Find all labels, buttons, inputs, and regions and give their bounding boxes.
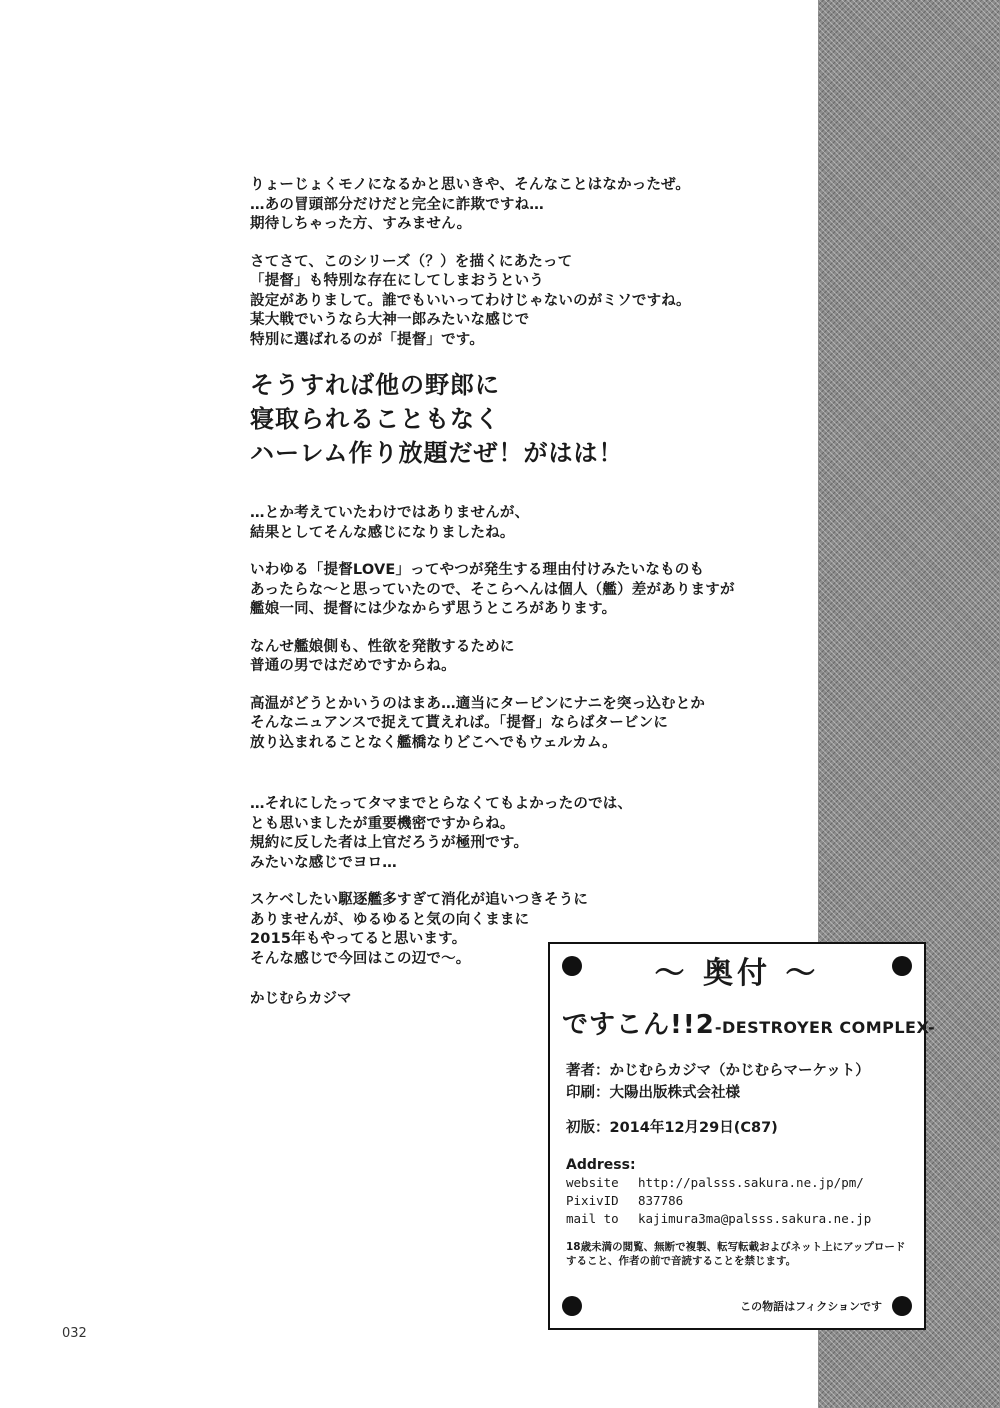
text-line: 規約に反した者は上官だろうが極刑です。 bbox=[250, 835, 529, 851]
text-line: 放り込まれることなく艦橋なりどこへでもウェルカム。 bbox=[250, 734, 617, 751]
author-signature: かじむらカジマ bbox=[250, 991, 352, 1007]
text-line: なんせ艦娘側も、性欲を発散するために bbox=[250, 638, 515, 655]
emphasis-block bbox=[250, 368, 810, 470]
address-row bbox=[566, 1174, 871, 1192]
paragraph bbox=[250, 561, 810, 620]
punch-hole-icon bbox=[892, 1296, 912, 1316]
text-line: 「提督」も特別な存在にしてしまおうという bbox=[250, 273, 544, 289]
emphasis-line: ハーレム作り放題だぜ！がはは！ bbox=[250, 439, 624, 467]
emphasis-line: 寝取られることもなく bbox=[250, 405, 500, 433]
punch-hole-icon bbox=[562, 1296, 582, 1316]
text-line: …とか考えていたわけではありませんが、 bbox=[250, 505, 530, 521]
text-line: さてさて、このシリーズ（？）を描くにあたって bbox=[250, 253, 573, 270]
paragraph bbox=[250, 638, 810, 677]
text-line: とも思いましたが重要機密ですからね。 bbox=[250, 815, 515, 832]
text-line: みたいな感じでヨロ… bbox=[250, 854, 397, 871]
colophon-heading: ～ 奥付 ～ bbox=[654, 956, 820, 991]
legal-notice: 18歳未満の閲覧、無断で複製、転写転載およびネット上にアップロードすること、作者の前で音読することを禁じます。 bbox=[566, 1241, 906, 1267]
text-line: …あの冒頭部分だけだと完全に詐欺ですね… bbox=[250, 196, 544, 213]
address-heading: Address: bbox=[566, 1157, 636, 1173]
paragraph bbox=[250, 795, 810, 873]
colophon-box bbox=[548, 942, 936, 1330]
text-line: 某大戦でいうなら大神一郎みたいな感じで bbox=[250, 312, 530, 328]
page-number: 032 bbox=[62, 1326, 87, 1341]
first-edition-date: 初版：2014年12月29日(C87) bbox=[566, 1120, 778, 1136]
text-line: 設定がありまして。誰でもいいってわけじゃないのがミソですね。 bbox=[250, 292, 691, 309]
text-line: そんな感じで今回はこの辺で～。 bbox=[250, 950, 471, 967]
pixiv-id: 837786 bbox=[638, 1193, 684, 1208]
text-line: いわゆる「提督LOVE」ってやつが発生する理由付けみたいなものも bbox=[250, 562, 705, 578]
book-title bbox=[562, 1004, 935, 1041]
text-line: 艦娘一同、提督には少なからず思うところがあります。 bbox=[250, 601, 617, 617]
author-credit: 著者：かじむらカジマ（かじむらマーケット） bbox=[566, 1063, 870, 1079]
book-title-main: ですこん!!2 bbox=[562, 1010, 715, 1040]
text-line: 結果としてそんな感じになりましたね。 bbox=[250, 524, 515, 541]
text-line: あったらな～と思っていたので、そこらへんは個人（艦）差がありますが bbox=[250, 581, 735, 598]
emphasis-line: そうすれば他の野郎に bbox=[250, 371, 500, 399]
printer-credit: 印刷：大陽出版株式会社様 bbox=[566, 1085, 740, 1101]
paragraph bbox=[250, 253, 810, 351]
address-row bbox=[566, 1210, 871, 1228]
text-line: 2015年もやってると思います。 bbox=[250, 931, 467, 947]
text-line: 普通の男ではだめですからね。 bbox=[250, 658, 456, 674]
paragraph bbox=[250, 176, 810, 235]
text-line: そんなニュアンスで捉えて貰えれば。「提督」ならばタービンに bbox=[250, 715, 669, 731]
credits bbox=[566, 1060, 870, 1104]
text-line: 高温がどうとかいうのはまあ…適当にタービンにナニを突っ込むとか bbox=[250, 695, 706, 712]
website-url: http://palsss.sakura.ne.jp/pm/ bbox=[638, 1175, 864, 1190]
address-row bbox=[566, 1192, 871, 1210]
address-key: PixivID bbox=[566, 1193, 619, 1208]
text-line: りょーじょくモノになるかと思いきや、そんなことはなかったぜ。 bbox=[250, 177, 691, 193]
paragraph bbox=[250, 504, 810, 543]
afterword-text bbox=[250, 176, 810, 1008]
address-key: website bbox=[566, 1175, 619, 1190]
address-block bbox=[566, 1156, 871, 1228]
book-title-sub: -DESTROYER COMPLEX- bbox=[714, 1018, 936, 1037]
text-line: スケベしたい駆逐艦多すぎて消化が追いつきそうに bbox=[250, 892, 589, 908]
text-line: …それにしたってタマまでとらなくてもよかったのでは、 bbox=[250, 796, 633, 812]
fiction-disclaimer: この物語はフィクションです bbox=[740, 1300, 882, 1313]
address-key: mail to bbox=[566, 1211, 619, 1226]
paragraph bbox=[250, 695, 810, 754]
text-line: 特別に選ばれるのが「提督」です。 bbox=[250, 331, 485, 348]
text-line: 期待しちゃった方、すみません。 bbox=[250, 216, 472, 232]
email-address: kajimura3ma@palsss.sakura.ne.jp bbox=[638, 1211, 872, 1226]
text-line: ありませんが、ゆるゆると気の向くままに bbox=[250, 911, 530, 928]
